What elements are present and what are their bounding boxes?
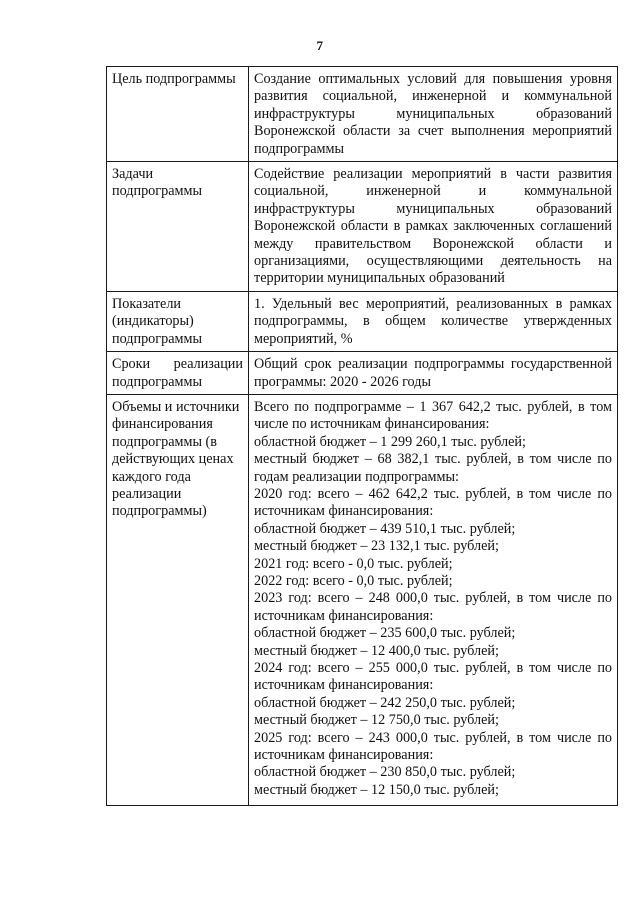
funding-line: местный бюджет – 68 382,1 тыс. рублей, в том числе по годам реализации подпрограммы: xyxy=(254,451,612,485)
row-label-tasks: Задачи подпрограммы xyxy=(107,162,249,292)
table-row-tasks xyxy=(107,162,618,292)
funding-line: местный бюджет – 23 132,1 тыс. рублей; xyxy=(254,538,499,555)
row-content-goal: Создание оптимальных условий для повышения уровня развития социальной, инженерной и коммунальной инфраструктуры муниципальных образований Воронежской области за счет выполнения мероприятий подпрограммы xyxy=(249,67,618,162)
row-label-terms: Сроки реализации подпрограммы xyxy=(107,352,249,395)
table-row-goal xyxy=(107,67,618,162)
funding-line: местный бюджет – 12 150,0 тыс. рублей; xyxy=(254,781,499,798)
subprogram-passport-table xyxy=(106,66,618,806)
funding-line: местный бюджет – 12 750,0 тыс. рублей; xyxy=(254,712,499,729)
row-label-goal: Цель подпрограммы xyxy=(107,67,249,162)
funding-line: 2025 год: всего – 243 000,0 тыс. рублей, в том числе по источникам финансирования: xyxy=(254,729,612,764)
funding-line: областной бюджет – 1 299 260,1 тыс. рублей; xyxy=(254,433,526,450)
funding-line: областной бюджет – 242 250,0 тыс. рублей; xyxy=(254,694,516,711)
row-content-indicators: 1. Удельный вес мероприятий, реализованных в рамках подпрограммы, в общем количестве утвержденных мероприятий, % xyxy=(249,291,618,351)
table-row-terms xyxy=(107,352,618,395)
funding-line: 2022 год: всего - 0,0 тыс. рублей; xyxy=(254,572,453,589)
page-number: 7 xyxy=(316,38,324,53)
row-content-funding xyxy=(249,394,618,805)
row-content-tasks: Содействие реализации мероприятий в части развития социальной, инженерной и коммунальной инфраструктуры муниципальных образований Воронежской области в рамках заключенных соглашений между правительством Воронежской области и организациями, осуществляющими деятельность на территории муниципальных образований xyxy=(249,162,618,292)
row-label-indicators: Показатели (индикаторы) подпрограммы xyxy=(107,291,249,351)
funding-line: 2021 год: всего - 0,0 тыс. рублей; xyxy=(254,555,453,572)
funding-line: областной бюджет – 439 510,1 тыс. рублей; xyxy=(254,520,516,537)
row-content-terms: Общий срок реализации подпрограммы государственной программы: 2020 - 2026 годы xyxy=(249,352,618,395)
funding-line: 2020 год: всего – 462 642,2 тыс. рублей, в том числе по источникам финансирования: xyxy=(254,485,612,520)
funding-line: Всего по подпрограмме – 1 367 642,2 тыс. рублей, в том числе по источникам финансирования: xyxy=(254,398,612,433)
funding-line: местный бюджет – 12 400,0 тыс. рублей; xyxy=(254,642,499,659)
funding-line: 2024 год: всего – 255 000,0 тыс. рублей, в том числе по источникам финансирования: xyxy=(254,660,612,694)
table-row-indicators xyxy=(107,291,618,351)
funding-line: областной бюджет – 235 600,0 тыс. рублей; xyxy=(254,625,516,642)
funding-line: 2023 год: всего – 248 000,0 тыс. рублей, в том числе по источникам финансирования: xyxy=(254,590,612,624)
row-label-funding: Объемы и источники финансирования подпрограммы (в действующих ценах каждого года реализации подпрограммы) xyxy=(107,394,249,805)
funding-line: областной бюджет – 230 850,0 тыс. рублей; xyxy=(254,764,516,781)
table-row-funding xyxy=(107,394,618,805)
